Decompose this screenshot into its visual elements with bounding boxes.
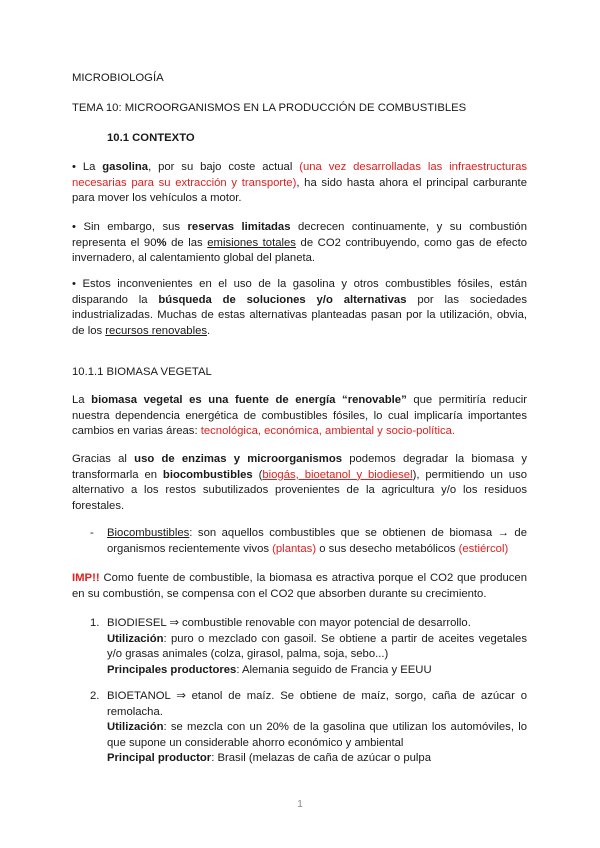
section-heading: 10.1 CONTEXTO [107, 132, 195, 144]
bullet-biocombustibles: Biocombustibles: son aquellos combustibles que se obtienen de biomasa → de organismos recientemente vivos (plantas) o sus desecho metabólicos (estiércol) [107, 527, 527, 555]
list-item-producers: Principales productores: Alemania seguido de Francia y EEUU [107, 663, 432, 676]
paragraph-alternativas: • Estos inconvenientes en el uso de la gasolina y otros combustibles fósiles, están disparando la búsqueda de soluciones y/o alternativas por las sociedades industrializadas. Muchas de estas alternativas planteadas pasan por la utilización, obvia, de los recursos renovables. [72, 278, 527, 337]
list-item-producers: Principal productor: Brasil (melazas de caña de azúcar o pulpa [107, 752, 431, 765]
paragraph-enzimas: Gracias al uso de enzimas y microorganismos podemos degradar la biomasa y transformarla en biocombustibles (biogás, bioetanol y biodiesel), permitiendo un uso alternativo a los restos subutilizados provenientes de la agricultura y/o los residuos forestales. [72, 453, 528, 512]
list-number-2: 2. [90, 690, 100, 702]
list-item-usage: Utilización: se mezcla con un 20% de la gasolina que utilizan los automóviles, lo que supone un considerable ahorro económico y ambiental [107, 721, 527, 749]
subject-title: MICROBIOLOGÍA [72, 72, 164, 84]
list-item-biodiesel [107, 616, 527, 678]
subsection-heading: 10.1.1 BIOMASA VEGETAL [72, 366, 212, 378]
list-item-title: BIOETANOL ⇒ etanol de maíz. Se obtiene de maíz, sorgo, caña de azúcar o remolacha. [107, 690, 527, 718]
list-item-title: BIODIESEL ⇒ combustible renovable con mayor potencial de desarrollo. [107, 617, 471, 629]
bullet-dash: - [90, 527, 94, 539]
list-item-bioetanol [107, 689, 527, 767]
topic-title: TEMA 10: MICROORGANISMOS EN LA PRODUCCIÓN DE COMBUSTIBLES [72, 102, 467, 114]
list-number-1: 1. [90, 617, 100, 629]
list-item-usage: Utilización: puro o mezclado con gasoil. Se obtiene a partir de aceites vegetales y/o grasas animales (colza, girasol, palma, soja, sebo...) [107, 632, 527, 661]
paragraph-biomasa: La biomasa vegetal es una fuente de energía “renovable” que permitiría reducir nuestra dependencia energética de combustibles fósiles, lo cual implicaría importantes cambios en varias áreas: tecnológica, económica, ambiental y socio-política. [72, 394, 527, 438]
paragraph-imp: IMP!! Como fuente de combustible, la biomasa es atractiva porque el CO2 que producen en su combustión, se compensa con el CO2 que absorben durante su crecimiento. [72, 572, 527, 600]
paragraph-reservas: • Sin embargo, sus reservas limitadas decrecen continuamente, y su combustión representa el 90% de las emisiones totales de CO2 contribuyendo, como gas de efecto invernadero, al calentamiento global del planeta. [72, 221, 527, 265]
paragraph-gasolina: • La gasolina, por su bajo coste actual (una vez desarrolladas las infraestructuras necesarias para su extracción y transporte), ha sido hasta ahora el principal carburante para mover los vehículos a motor. [72, 161, 527, 205]
page-number: 1 [297, 799, 303, 810]
